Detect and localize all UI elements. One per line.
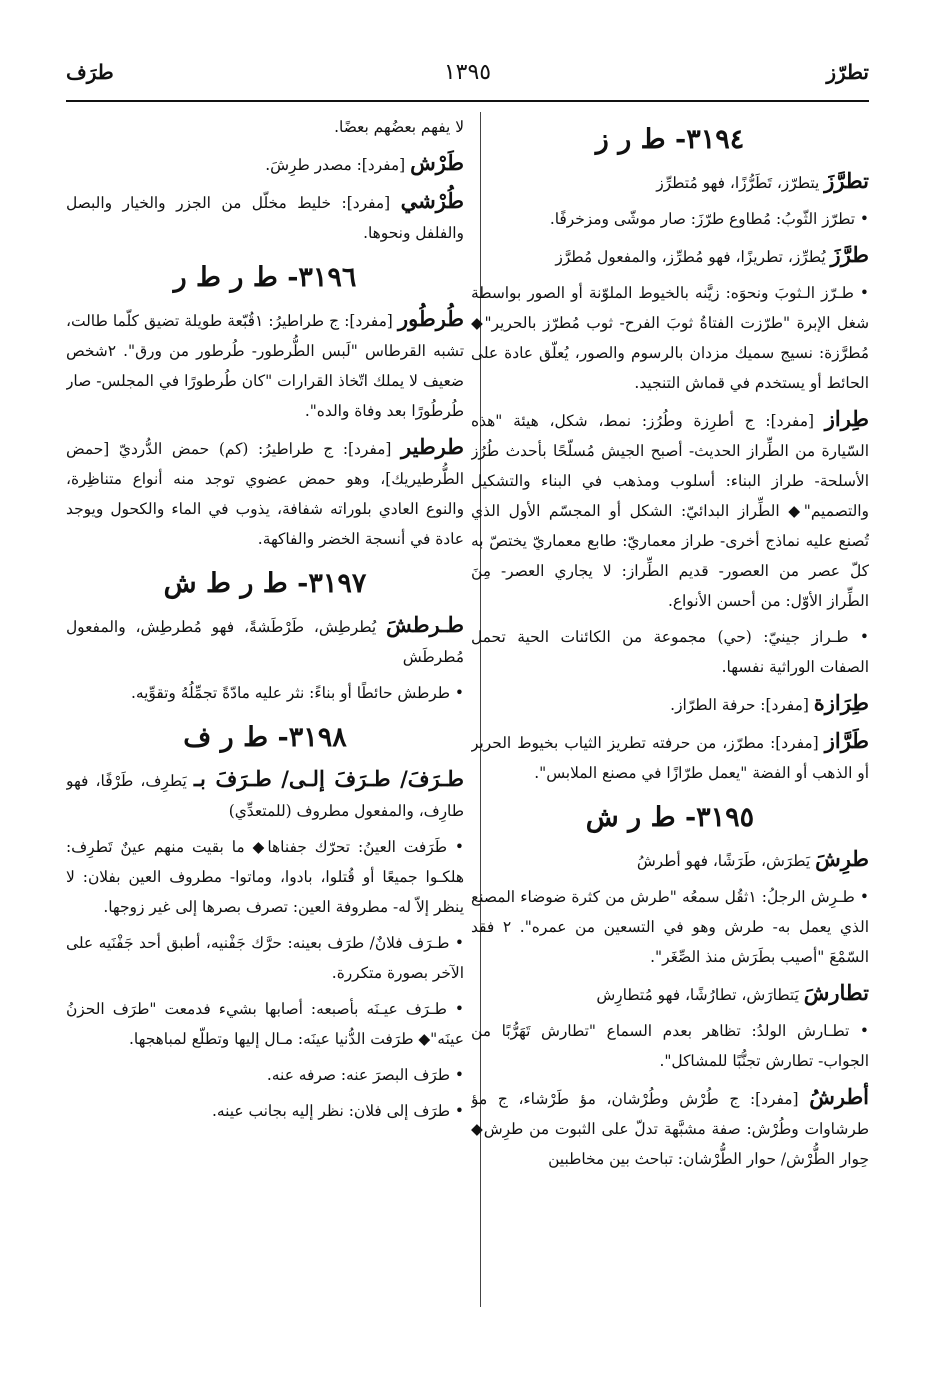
page-number: ١٣٩٥ bbox=[443, 60, 492, 85]
sense-text: • طـراز جينيّ: (حي) مجموعة من الكائنات الحية تحمل الصفات الوراثية نفسها. bbox=[471, 628, 869, 676]
entry bbox=[66, 148, 464, 180]
headword: طرِشَ bbox=[815, 846, 869, 871]
headword: طـرطشَ bbox=[386, 612, 464, 637]
entry bbox=[471, 844, 869, 876]
headword: طرطير bbox=[401, 434, 464, 459]
entry bbox=[66, 764, 464, 826]
sense-text: • تطـارش الولدُ: تظاهر بعدم السماع "تطارش تَهَرُّبًا من الجواب- تطارش تجنُّبًا للمشاكل". bbox=[471, 1022, 869, 1070]
entry bbox=[66, 304, 464, 426]
sense-text: • طـرِش الرجلُ: ١ثقُل سمعُه "طرش من كثرة ضوضاء المصنع الذي يعمل به- طرش وهو في التسعين من عمره". ٢ فقد السّمْعَ "أصيب بطَرَش منذ الصِّغَر". bbox=[471, 888, 869, 966]
sense-text: • طـرّز الـثوبَ ونحوَه: زيَّنه بالخيوط الملوّنة أو الصور بواسطة شغل الإبرة "طرّزت الفتاةُ ثوبَ الفرح- ثوب مُطرّز بالحرير"◆ مُطرَّزة: نسيج سميك مزدان بالرسوم والصور، يُعلّق عادة على الحائط أو يستخدم في قماش التنجيد. bbox=[471, 284, 869, 392]
entry bbox=[471, 688, 869, 720]
headword: طَرْش bbox=[410, 150, 464, 175]
definition: [مفرد]: مطرّز، من حرفته تطريز الثياب بخيوط الحرير أو الذهب أو الفضة "يعمل طرّازًا في مصنع الملابس". bbox=[471, 734, 869, 782]
sense-text: • طَرَفت العينُ: تحرّك جفناها◆ ما بقيت منهم عينٌ تَطرِف: هلكـوا جميعًا أو قُتلوا، بادوا، وماتوا- مطروف العين بفلان: لا ينظر إلاّ له- مطروفة العين: تصرف بصرها إلى غير زوجها. bbox=[66, 838, 464, 916]
entry bbox=[66, 432, 464, 554]
entry bbox=[471, 1082, 869, 1174]
entry bbox=[66, 610, 464, 672]
definition: [مفرد]: ج طُرْش وطُرْشان، مؤ طَرْشاء، ج مؤ طرشاوات وطُرْش: صفة مشبَّهة تدلّ على الثبوت من طرِش◆ حِوار الطُّرْش/ حوار الطُّرْشان: تباحث بين مخاطبين bbox=[471, 1090, 869, 1168]
entry bbox=[471, 726, 869, 788]
definition: [مفرد]: مصدر طرِشَ. bbox=[265, 156, 411, 174]
headword: طُرطُور bbox=[397, 306, 464, 331]
definition: [مفرد]: خليط مخلّل من الجزر والخيار والبصل والفلفل ونحوها. bbox=[66, 194, 464, 242]
definition: يتطرّز، تَطَرُّزًا، فهو مُتطرِّز bbox=[656, 174, 825, 192]
sense-text: • طرَف البصرَ عنه: صرفه عنه. bbox=[266, 1066, 464, 1084]
definition: [مفرد]: ج طراطيرُ: (كم) حمض الدُّرديّ [حمض الطُّرطيريك]، وهو حمض عضوي توجد منه أنواع متناظِرة، والنوع العادي بلوراته شفافة، يذوب في الماء والكحول ويوجد عادة في أنسجة الخضر والفاكهة. bbox=[66, 440, 464, 548]
root-heading: ٣١٩٨- ط ر ف bbox=[183, 722, 347, 753]
sense-text: لا يفهم بعضُهم بعضًا. bbox=[334, 118, 464, 136]
left-column bbox=[66, 112, 464, 1313]
headword: تطرَّزَ bbox=[824, 168, 869, 193]
definition: يُطرِّز، تطريزًا، فهو مُطرِّز، والمفعول مُطرَّز bbox=[555, 248, 831, 266]
headword: تطارشَ bbox=[803, 980, 869, 1005]
definition: [مفرد]: ج طراطيرُ: ١قُبّعة طويلة تضيق كلّما طالت، تشبه القرطاس "لَبس الطُّرطور- طُرطور من ورق". ٢شخص ضعيف لا يملك اتّخاذ القرارات "كان طُرطورًا في المجلس- صار طُرطُورًا بعد وفاة والده". bbox=[66, 312, 464, 420]
header-first-word: تطرّز bbox=[826, 60, 869, 84]
sense-text: • تطرّز الثّوبُ: مُطاوع طرّزَ: صار موشّى ومزخرفًا. bbox=[549, 210, 869, 228]
page-header bbox=[66, 60, 869, 100]
definition: [مفرد]: ج أطرِزة وطُرُز: نمط، شكل، هيئة "هذه السّيارة من الطِّراز الحديث- أصبح الجيش مُسلّحًا بأحدث طُرُز الأسلحة- طراز البناء: أسلوب ومذهب في البناء والتشكيل والتصميم"◆ الطِّراز البدائيّ: الشكل أو المجسّم الأول الذي تُصنع عليه نماذج أخرى- طراز معماريّ: طابع معماريّ يختصّ به كلّ عصر من العصور- قديم الطِّراز: لا يجاري العصر- مِنَ الطِّراز الأوّل: من أحسن الأنواع. bbox=[471, 412, 869, 610]
sense-text: • طـرَف عيـنَه بأصبعه: أصابها بشيء فدمعت "طرَف الحزنُ عينَه"◆ طرَفت الدُّنيا عينَه: مـال إليها وتطلّع لمباهجها. bbox=[66, 1000, 464, 1048]
root-heading: ٣١٩٥- ط ر ش bbox=[585, 802, 755, 833]
headword: طِرَازة bbox=[813, 690, 869, 715]
root-heading: ٣١٩٧- ط ر ط ش bbox=[163, 568, 367, 599]
sense-text: • طرَف إلى فلان: نظر إليه بجانب عينه. bbox=[211, 1102, 464, 1120]
headword: طُرْشي bbox=[400, 188, 464, 213]
definition: [مفرد]: حرفة الطرّاز. bbox=[670, 696, 814, 714]
right-column bbox=[471, 112, 869, 1313]
definition: يَطرَش، طَرَشًا، فهو أطرشُ bbox=[636, 852, 816, 870]
headword: طـرَفَ/ طـرَفَ إلـى/ طـرَفَ بـ bbox=[193, 766, 464, 791]
headword: طَرَّاز bbox=[824, 728, 869, 753]
definition: يَطرِف، طَرْفًا، فهو طارِف، والمفعول مطروف (للمتعدِّي) bbox=[66, 772, 464, 820]
entry bbox=[471, 978, 869, 1010]
headword: أطرشُ bbox=[809, 1084, 869, 1109]
root-heading: ٣١٩٦- ط ر ط ر bbox=[173, 262, 357, 293]
sense-text: • طـرَف فلانٌ/ طرَف بعينه: حرَّك جَفْنيه، أطبق أحد جَفْنَيه على الآخر بصورة متكررة. bbox=[66, 934, 464, 982]
entry bbox=[471, 166, 869, 198]
entry bbox=[471, 404, 869, 616]
sense-text: • طرطش حائطًا أو بناءً: نثر عليه مادّةً تجمِّلُهُ وتقوِّيه. bbox=[130, 684, 464, 702]
header-last-word: طرَف bbox=[66, 60, 114, 84]
entry bbox=[66, 186, 464, 248]
headword: طرَّزَ bbox=[830, 242, 869, 267]
headword: طِراز bbox=[824, 406, 869, 431]
definition: يَتطارَش، تطارُشًا، فهو مُتطارِش bbox=[596, 986, 804, 1004]
header-rule bbox=[66, 100, 869, 102]
definition: يُطرطِش، طَرْطَشةً، فهو مُطرطِش، والمفعول مُطرطَش bbox=[66, 618, 464, 666]
entry bbox=[471, 240, 869, 272]
root-heading: ٣١٩٤- ط ر ز bbox=[595, 124, 745, 155]
